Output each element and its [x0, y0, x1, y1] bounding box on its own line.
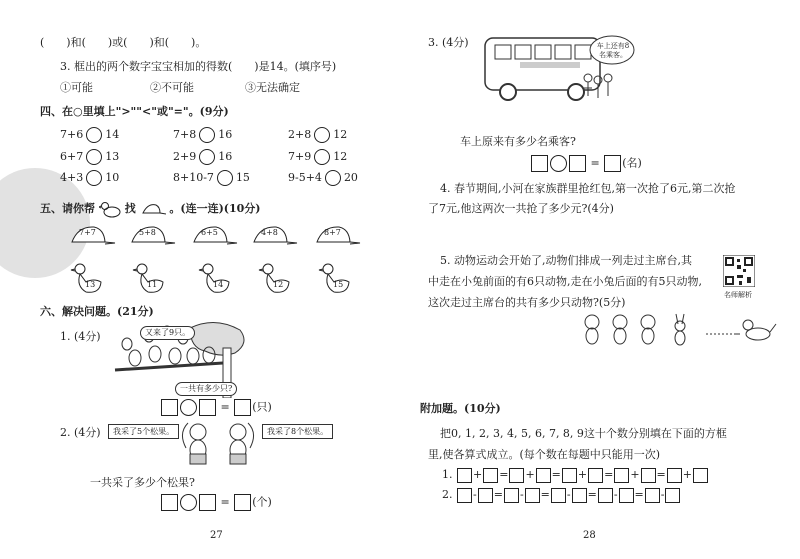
bonus-box[interactable]	[483, 468, 498, 483]
q3-option-3: ③无法确定	[245, 81, 300, 94]
section-6-title: 六、解决问题。(21分)	[40, 305, 154, 318]
answer-equation-3: = (名)	[530, 155, 642, 172]
duck-label: 14	[213, 280, 224, 289]
cap-label: 6+5	[201, 228, 218, 237]
duck-icon	[198, 262, 232, 296]
duck-item[interactable]	[198, 262, 232, 300]
duck-icon	[258, 262, 292, 296]
bonus-box[interactable]	[641, 468, 656, 483]
duck-item[interactable]	[132, 262, 166, 300]
answer-box[interactable]	[161, 399, 178, 416]
bonus-box[interactable]	[478, 488, 493, 503]
compare-row-2c: 7+9 12	[288, 150, 348, 163]
answer-box[interactable]	[199, 494, 216, 511]
squirrels-illustration	[180, 418, 260, 466]
bubble-more-birds: 又来了9只。	[140, 326, 195, 340]
bubble-how-many: 一共有多少只?	[175, 382, 237, 396]
answer-equation-2: = (个)	[160, 494, 272, 511]
compare-row-1b: 7+8 16	[173, 128, 233, 141]
answer-box[interactable]	[531, 155, 548, 172]
bonus-title: 附加题。(10分)	[420, 402, 501, 415]
bonus-box[interactable]	[665, 488, 680, 503]
bonus-box[interactable]	[525, 488, 540, 503]
duck-icon	[318, 262, 352, 296]
bonus-box[interactable]	[536, 468, 551, 483]
compare-circle[interactable]	[325, 170, 341, 186]
bonus-row-1: 1. + = + = + = + = +	[442, 467, 709, 483]
problem-5-line2: 中走在小兔前面的有6只动物,走在小兔后面的有5只动物,	[428, 275, 702, 288]
bonus-box[interactable]	[667, 468, 682, 483]
answer-equation-1: = (只)	[160, 399, 272, 416]
bonus-box[interactable]	[598, 488, 613, 503]
compare-circle[interactable]	[217, 170, 233, 186]
duck-label: 15	[333, 280, 344, 289]
answer-box[interactable]	[234, 399, 251, 416]
problem-2-question: 一共采了多少个松果?	[90, 476, 195, 489]
operator-circle[interactable]	[550, 155, 567, 172]
cap-item[interactable]	[68, 224, 116, 250]
bonus-box[interactable]	[562, 468, 577, 483]
cap-label: 7+7	[79, 228, 96, 237]
duck-label: 11	[147, 280, 158, 289]
compare-circle[interactable]	[314, 127, 330, 143]
bonus-row-2: 2. - = - = - = - = -	[442, 487, 681, 503]
qr-code-icon[interactable]	[723, 255, 755, 287]
problem-5-line1: 5. 动物运动会开始了,动物们排成一列走过主席台,其	[440, 254, 692, 267]
cap-item[interactable]	[250, 224, 298, 250]
page-number: 27	[210, 530, 223, 541]
operator-circle[interactable]	[180, 494, 197, 511]
answer-box[interactable]	[161, 494, 178, 511]
cap-label: 8+7	[324, 228, 341, 237]
duck-icon	[70, 262, 104, 296]
compare-row-3c: 9-5+4 20	[288, 171, 358, 184]
problem-3-label: 3. (4分)	[428, 36, 469, 49]
bonus-box[interactable]	[504, 488, 519, 503]
problem-2-label: 2. (4分)	[60, 426, 101, 439]
compare-circle[interactable]	[86, 149, 102, 165]
cap-item[interactable]	[313, 224, 361, 250]
section-5-title: 五、请你帮 找 。(连一连)(10分)	[40, 200, 261, 218]
page-number: 28	[583, 530, 596, 541]
bonus-text-line1: 把0, 1, 2, 3, 4, 5, 6, 7, 8, 9这十个数分别填在下面的方框	[440, 427, 727, 440]
cap-label: 5+8	[139, 228, 156, 237]
bonus-box[interactable]	[457, 488, 472, 503]
duck-icon	[99, 200, 121, 218]
duck-label: 13	[85, 280, 96, 289]
compare-circle[interactable]	[199, 127, 215, 143]
compare-row-3: 4+3 10	[60, 171, 120, 184]
cap-item[interactable]	[128, 224, 176, 250]
bonus-box[interactable]	[588, 468, 603, 483]
bonus-box[interactable]	[693, 468, 708, 483]
answer-box[interactable]	[199, 399, 216, 416]
compare-circle[interactable]	[199, 149, 215, 165]
answer-line: ( )和( )或( )和( )。	[40, 36, 207, 49]
answer-box[interactable]	[234, 494, 251, 511]
animals-procession	[580, 312, 780, 346]
compare-row-3b: 8+10-7 15	[173, 171, 250, 184]
compare-circle[interactable]	[86, 127, 102, 143]
bus-speech-bubble: 车上还有8名乘客。	[596, 42, 630, 59]
problem-4-line1: 4. 春节期间,小河在家族群里抢红包,第一次抢了6元,第二次抢	[440, 182, 736, 195]
cap-label: 4+8	[261, 228, 278, 237]
compare-row-1c: 2+8 12	[288, 128, 348, 141]
bonus-text-line2: 里,使各算式成立。(每个数在每题中只能用一次)	[428, 448, 661, 461]
right-page	[400, 0, 800, 559]
cap-item[interactable]	[190, 224, 238, 250]
bonus-box[interactable]	[551, 488, 566, 503]
compare-row-2: 6+7 13	[60, 150, 120, 163]
bonus-box[interactable]	[619, 488, 634, 503]
duck-item[interactable]	[70, 262, 104, 300]
compare-circle[interactable]	[86, 170, 102, 186]
duck-item[interactable]	[258, 262, 292, 300]
bonus-box[interactable]	[457, 468, 472, 483]
bonus-box[interactable]	[645, 488, 660, 503]
qr-caption: 名师解析	[724, 291, 752, 299]
compare-row-2b: 2+9 16	[173, 150, 233, 163]
problem-4-line2: 了7元,他这两次一共抢了多少元?(4分)	[428, 202, 614, 215]
problem-5-line3: 这次走过主席台的共有多少只动物?(5分)	[428, 296, 626, 309]
bonus-box[interactable]	[509, 468, 524, 483]
answer-box[interactable]	[569, 155, 586, 172]
compare-circle[interactable]	[314, 149, 330, 165]
question-3: 3. 框出的两个数字宝宝相加的得数( )是14。(填序号)	[60, 60, 337, 73]
bonus-box[interactable]	[572, 488, 587, 503]
bubble-squirrel-2: 我采了8个松果。	[262, 424, 333, 439]
section-4-title: 四、在○里填上">""<"或"="。(9分)	[40, 105, 229, 118]
duck-icon	[132, 262, 166, 296]
problem-3-question: 车上原来有多少名乘客?	[460, 135, 576, 148]
answer-box[interactable]	[604, 155, 621, 172]
duck-item[interactable]	[318, 262, 352, 300]
compare-row-1: 7+6 14	[60, 128, 120, 141]
problem-1-label: 1. (4分)	[60, 330, 101, 343]
bubble-squirrel-1: 我采了5个松果。	[108, 424, 179, 439]
q3-option-1: ①可能	[60, 81, 93, 94]
cap-icon	[140, 202, 166, 216]
operator-circle[interactable]	[180, 399, 197, 416]
bonus-box[interactable]	[614, 468, 629, 483]
duck-label: 12	[273, 280, 284, 289]
q3-option-2: ②不可能	[150, 81, 194, 94]
